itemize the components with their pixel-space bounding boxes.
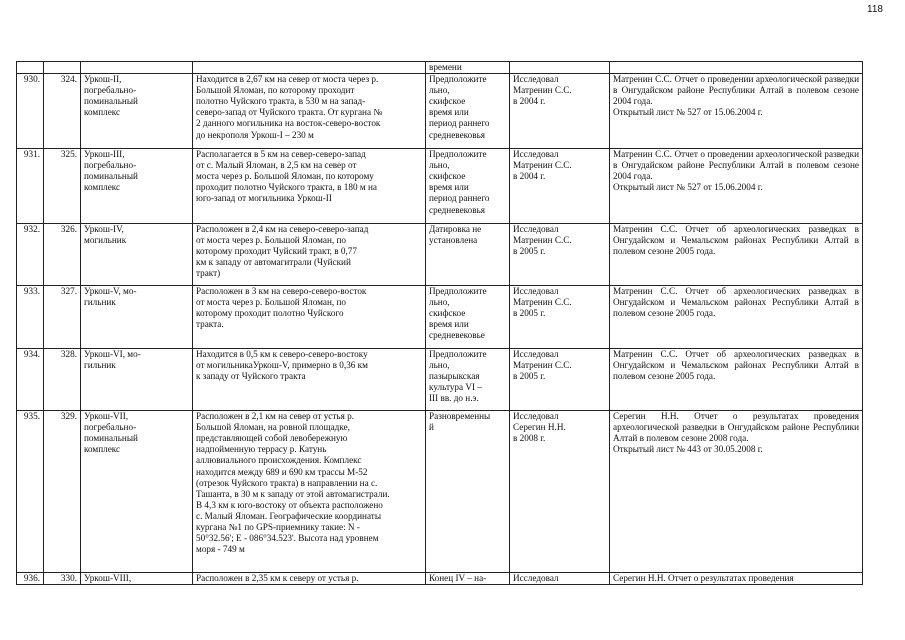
researcher-cell: Исследовал Матренин С.С. в 2005 г. [510,286,610,349]
reference-cell: Матренин С.С. Отчет о проведении археологической разведки в Онгудайском районе Республики Алтай в полевом сезоне 2004 года. Открытый лист № 527 от 15.06.2004 г. [610,149,863,224]
date-cell: Предположите льно, скифское время или средневековье [426,286,510,349]
monument-name: Уркош-VI, мо- гильник [81,349,193,411]
table-row [17,149,863,224]
table-row-continued [17,62,863,74]
date-cell: Конец IV – на- [426,573,510,585]
row-number: 932. [17,224,44,286]
researcher-cell: Исследовал [510,573,610,585]
reference-cell: Матренин С.С. Отчет о проведении археологической разведки в Онгудайском районе Республики Алтай в полевом сезоне 2004 года. Открытый лист № 527 от 15.06.2004 г. [610,74,863,149]
location-cell: Расположен в 2,1 км на север от устья р. Большой Яломан, на ровной площадке, представляющей собой левобережную надпойменную террасу р. Катунь аллювиального происхождения. Комплекс находится между 689 и 690 км трассы М-52 (отрезок Чуйского тракта) в направлении на с. Ташанта, в 30 м к западу от этой автомагистрали. В 4,3 км к юго-востоку от объекта расположено с. Малый Яломан. Географические координаты кургана №1 по GPS-приемнику такие: N - 50°32.56'; E - 086°34.523'. Высота над уровнем моря - 749 м [193,411,426,573]
row-number: 936. [17,573,44,585]
monument-name: Уркош-V, мо- гильник [81,286,193,349]
location-cell: Расположен в 2,35 км к северу от устья р. [193,573,426,585]
table-row [17,286,863,349]
date-cell: Предположите льно, скифское время или период раннего средневековья [426,74,510,149]
row-sub-number: 326. [44,224,81,286]
table-row [17,573,863,585]
researcher-cell: Исследовал Матренин С.С. в 2005 г. [510,224,610,286]
row-sub-number: 325. [44,149,81,224]
reference-cell: Серегин Н.Н. Отчет о результатах проведения [610,573,863,585]
table-row [17,224,863,286]
monument-name: Уркош-III, погребально- поминальный комплекс [81,149,193,224]
location-cell: Располагается в 5 км на север-северо-запад от с. Малый Яломан, в 2,5 км на север от моста через р. Большой Яломан, по которому проходит полотно Чуйского тракта, в 180 м на юго-запад от могильника Уркош-II [193,149,426,224]
researcher-cell: Исследовал Серегин Н.Н. в 2008 г. [510,411,610,573]
location-cell: Находится в 2,67 км на север от моста через р. Большой Яломан, по которому проходит полотно Чуйского тракта, в 530 м на запад- северо-запад от Чуйского тракта. От кургана № 2 данного могильника на восток-северо-восток до некрополя Уркош-I – 230 м [193,74,426,149]
table-row [17,349,863,411]
row-number: 931. [17,149,44,224]
table-row [17,74,863,149]
monument-name: Уркош-II, погребально- поминальный комплекс [81,74,193,149]
date-cell: Предположите льно, скифское время или период раннего средневековья [426,149,510,224]
row-sub-number: 329. [44,411,81,573]
researcher-cell: Исследовал Матренин С.С. в 2004 г. [510,74,610,149]
reference-cell: Матренин С.С. Отчет об археологических разведках в Онгудайском и Чемальском районах Республики Алтай в полевом сезоне 2005 года. [610,224,863,286]
location-cell: Находится в 0,5 км к северо-северо-востоку от могильникаУркош-V, примерно в 0,36 км к западу от Чуйского тракта [193,349,426,411]
date-cell: Датировка не установлена [426,224,510,286]
reference-cell: Матренин С.С. Отчет об археологических разведках в Онгудайском и Чемальском районах Республики Алтай в полевом сезоне 2005 года. [610,286,863,349]
monument-name: Уркош-IV, могильник [81,224,193,286]
monument-name: Уркош-VII, погребально- поминальный комплекс [81,411,193,573]
page-number: 118 [867,4,883,15]
location-cell: Расположен в 3 км на северо-северо-восток от моста через р. Большой Яломан, по которому проходит полотно Чуйского тракта. [193,286,426,349]
monuments-table [16,61,863,585]
row-sub-number: 330. [44,573,81,585]
row-number: 935. [17,411,44,573]
monument-name: Уркош-VIII, [81,573,193,585]
location-cell: Расположен в 2,4 км на северо-северо-запад от моста через р. Большой Яломан, по которому проходит Чуйский тракт, в 0,77 км к западу от автомагитрали (Чуйский тракт) [193,224,426,286]
row-number: 933. [17,286,44,349]
row-sub-number: 327. [44,286,81,349]
row-number: 934. [17,349,44,411]
row-sub-number: 328. [44,349,81,411]
date-cell: Разновременны й [426,411,510,573]
date-cell: Предположите льно, пазырыкская культура VI – III вв. до н.э. [426,349,510,411]
researcher-cell: Исследовал Матренин С.С. в 2005 г. [510,349,610,411]
row-sub-number: 324. [44,74,81,149]
researcher-cell: Исследовал Матренин С.С. в 2004 г. [510,149,610,224]
table-row [17,411,863,573]
date-cell: времени [426,62,510,74]
row-number: 930. [17,74,44,149]
reference-cell: Матренин С.С. Отчет об археологических разведках в Онгудайском и Чемальском районах Республики Алтай в полевом сезоне 2005 года. [610,349,863,411]
reference-cell: Серегин Н.Н. Отчет о результатах проведения археологической разведки в Онгудайском районе Республики Алтай в полевом сезоне 2008 года. Открытый лист № 443 от 30.05.2008 г. [610,411,863,573]
